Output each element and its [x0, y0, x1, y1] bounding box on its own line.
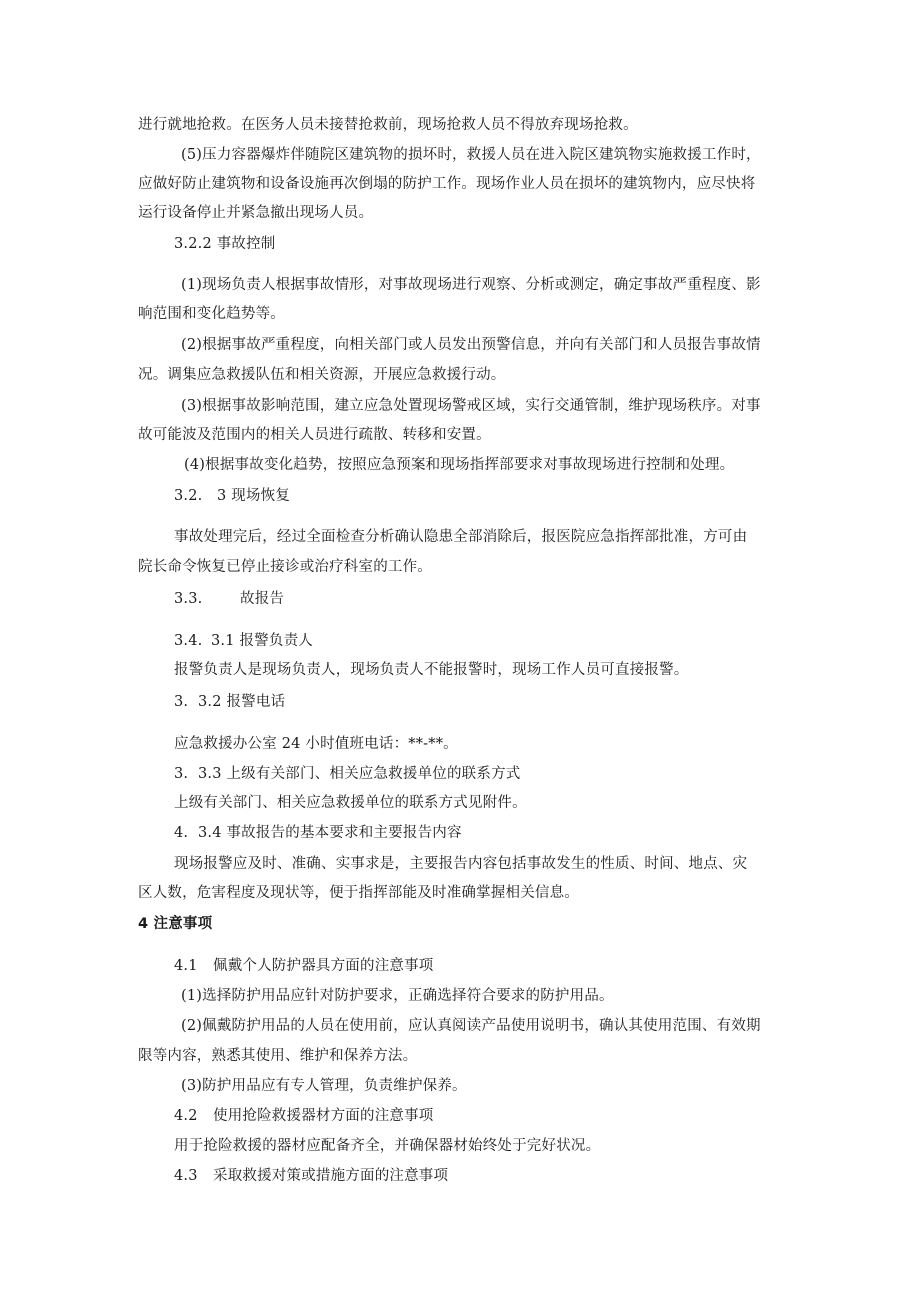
paragraph-line: 用于抢险救援的器材应配备齐全，并确保器材始终处于完好状况。: [174, 1138, 601, 1154]
paragraph-line: 事故处理完后，经过全面检查分析确认隐患全部消除后，报医院应急指挥部批准，方可由: [174, 529, 748, 545]
paragraph-line: (1)选择防护用品应针对防护要求，正确选择符合要求的防护用品。: [181, 988, 614, 1004]
paragraph-line: 应做好防止建筑物和设备设施再次倒塌的防护工作。现场作业人员在损坏的建筑物内，应尽快将: [138, 176, 756, 192]
section-heading-recovery: 3 现场恢复: [217, 488, 291, 504]
paragraph-line: 区人数，危害程度及现状等，便于指挥部能及时准确掌握相关信息。: [138, 885, 579, 901]
section-heading: 3.4 事故报告的基本要求和主要报告内容: [198, 825, 462, 841]
section-heading-report: 故报告: [240, 591, 285, 607]
paragraph-line: 运行设备停止并紧急撤出现场人员。: [138, 205, 374, 221]
paragraph-line: 上级有关部门、相关应急救援单位的联系方式见附件。: [174, 795, 527, 811]
section-heading: 采取救援对策或措施方面的注意事项: [213, 1168, 449, 1184]
section-number: 3.: [174, 694, 189, 710]
section-number: 3.2.: [174, 488, 203, 504]
paragraph-line: (3)防护用品应有专人管理，负责维护保养。: [181, 1078, 467, 1094]
section-number: 4.: [174, 825, 189, 841]
section-number: 4.2: [174, 1108, 198, 1124]
section-number: 3.3.: [174, 591, 203, 607]
section-number: 4.3: [174, 1168, 198, 1184]
section-number: 4.1: [174, 958, 198, 974]
section-number: 3.4.: [174, 633, 203, 649]
section-heading: 使用抢险救援器材方面的注意事项: [213, 1108, 434, 1124]
section-heading: 3.2 报警电话: [198, 694, 286, 710]
paragraph-line: 故可能波及范围内的相关人员进行疏散、转移和安置。: [138, 427, 491, 443]
paragraph-line: 应急救援办公室 24 小时值班电话：**-**。: [174, 736, 458, 752]
paragraph-line: 报警负责人是现场负责人，现场负责人不能报警时，现场工作人员可直接报警。: [174, 662, 689, 678]
paragraph-line: (2)根据事故严重程度，向相关部门或人员发出预警信息，并向有关部门和人员报告事故情: [181, 337, 761, 353]
paragraph-line: (3)根据事故影响范围，建立应急处置现场警戒区域，实行交通管制，维护现场秩序。对事: [181, 398, 761, 414]
paragraph-line: 现场报警应及时、准确、实事求是，主要报告内容包括事故发生的性质、时间、地点、灾: [174, 856, 748, 872]
paragraph-line: 院长命令恢复已停止接诊或治疗科室的工作。: [138, 559, 432, 575]
section-heading-3-2-2: 3.2.2 事故控制: [174, 236, 276, 252]
paragraph-line: (1)现场负责人根据事故情形，对事故现场进行观察、分析或测定，确定事故严重程度、影: [181, 277, 761, 293]
section-heading: 佩戴个人防护器具方面的注意事项: [213, 958, 434, 974]
paragraph-line: 况。调集应急救援队伍和相关资源，开展应急救援行动。: [138, 367, 506, 383]
paragraph-line: 响范围和变化趋势等。: [138, 306, 285, 322]
section-number: 3.: [174, 766, 189, 782]
section-heading: 3.3 上级有关部门、相关应急救援单位的联系方式: [198, 766, 521, 782]
section-heading: 3.1 报警负责人: [211, 633, 313, 649]
paragraph-line: (4)根据事故变化趋势，按照应急预案和现场指挥部要求对事故现场进行控制和处理。: [184, 457, 735, 473]
paragraph-line: 限等内容，熟悉其使用、维护和保养方法。: [138, 1048, 418, 1064]
paragraph-line: (2)佩戴防护用品的人员在使用前，应认真阅读产品使用说明书，确认其使用范围、有效期: [181, 1018, 761, 1034]
paragraph-line: (5)压力容器爆炸伴随院区建筑物的损坏时，救援人员在进入院区建筑物实施救援工作时，: [181, 147, 761, 163]
chapter-heading-4: 4 注意事项: [138, 916, 213, 932]
paragraph-line: 进行就地抢救。在医务人员未接替抢救前，现场抢救人员不得放弃现场抢救。: [138, 117, 638, 133]
